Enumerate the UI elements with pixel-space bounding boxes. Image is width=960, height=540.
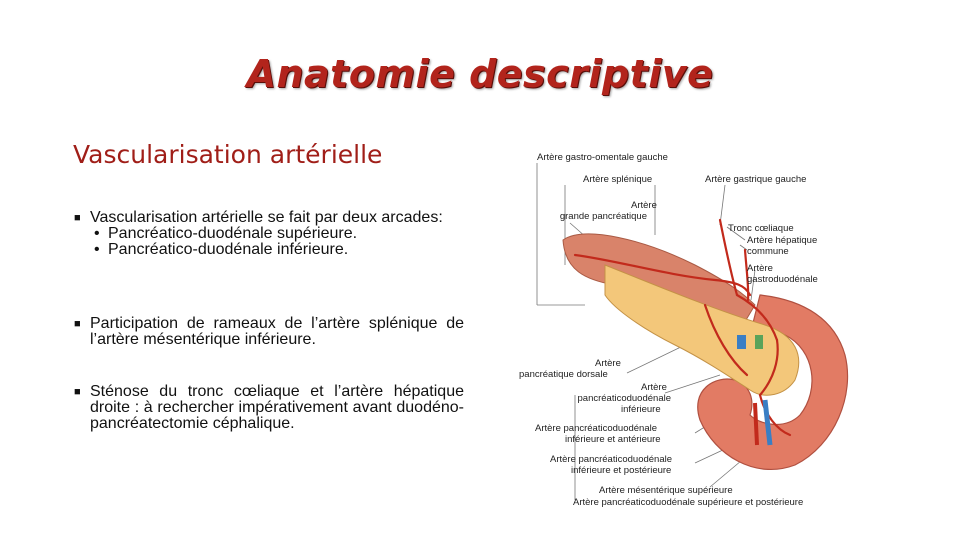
square-bullet-icon: ■: [74, 318, 81, 330]
label-mes-sup: Artère mésentérique supérieure: [599, 485, 733, 496]
label-gastro-omentale: Artère gastro-omentale gauche: [537, 152, 668, 163]
label-dorsale-1: Artère: [595, 358, 621, 369]
slide-title: Anatomie descriptive: [246, 52, 714, 96]
bullet-paragraph-1: [74, 210, 464, 258]
round-bullet-icon: •: [94, 241, 100, 258]
label-tronc: Tronc cœliaque: [728, 223, 794, 234]
sub-bullet-item: [74, 226, 464, 242]
bullet-paragraph-2: [74, 316, 464, 348]
mesenteric-artery: [755, 403, 757, 445]
label-pcd-sp: Artère pancréaticoduodénale supérieure et postérieure: [573, 497, 804, 508]
label-pcd-inf-3: inférieure: [621, 404, 661, 415]
label-gastroduod-1: Artère: [747, 263, 773, 274]
vein-marker: [737, 335, 746, 349]
paragraph-text: Sténose du tronc cœliaque et l’artère hépatique droite : à rechercher impérativement avant duodéno-pancréatectomie céphalique.: [90, 383, 464, 432]
label-gastroduod-2: gastroduodénale: [747, 274, 818, 285]
paragraph-text: Participation de rameaux de l’artère splénique de l’artère mésentérique inférieure.: [90, 315, 464, 348]
pancreas-arterial-illustration: [515, 145, 860, 515]
bullet-paragraph-3: [74, 384, 464, 432]
square-bullet-icon: ■: [74, 386, 81, 398]
sub-bullet-text: Pancréatico-duodénale inférieure.: [108, 241, 349, 258]
sub-bullet-text: Pancréatico-duodénale supérieure.: [108, 225, 358, 242]
label-pcd-ia-1: Artère pancréaticoduodénale: [535, 423, 658, 434]
label-pcd-ia-2: inférieure et antérieure: [565, 434, 661, 445]
paragraph-text: Vascularisation artérielle se fait par deux arcades:: [90, 209, 443, 226]
label-grande-panc-2: grande pancréatique: [559, 211, 647, 222]
round-bullet-icon: •: [94, 225, 100, 242]
duct-marker: [755, 335, 763, 349]
label-gastrique-gauche: Artère gastrique gauche: [705, 174, 807, 185]
label-pcd-inf-2: pancréaticoduodénale: [577, 393, 671, 404]
slide-subtitle: Vascularisation artérielle: [73, 140, 383, 169]
sub-bullet-item: [74, 242, 464, 258]
label-grande-panc-1: Artère: [631, 200, 657, 211]
label-pcd-ip-2: inférieure et postérieure: [571, 465, 672, 476]
label-pcd-inf-1: Artère: [641, 382, 667, 393]
label-hepatique-2: commune: [747, 246, 789, 257]
square-bullet-icon: ■: [74, 212, 81, 224]
label-pcd-ip-1: Artère pancréaticoduodénale: [550, 454, 673, 465]
label-hepatique-1: Artère hépatique: [747, 235, 818, 246]
label-dorsale-2: pancréatique dorsale: [519, 369, 608, 380]
label-splenique: Artère splénique: [583, 174, 653, 185]
